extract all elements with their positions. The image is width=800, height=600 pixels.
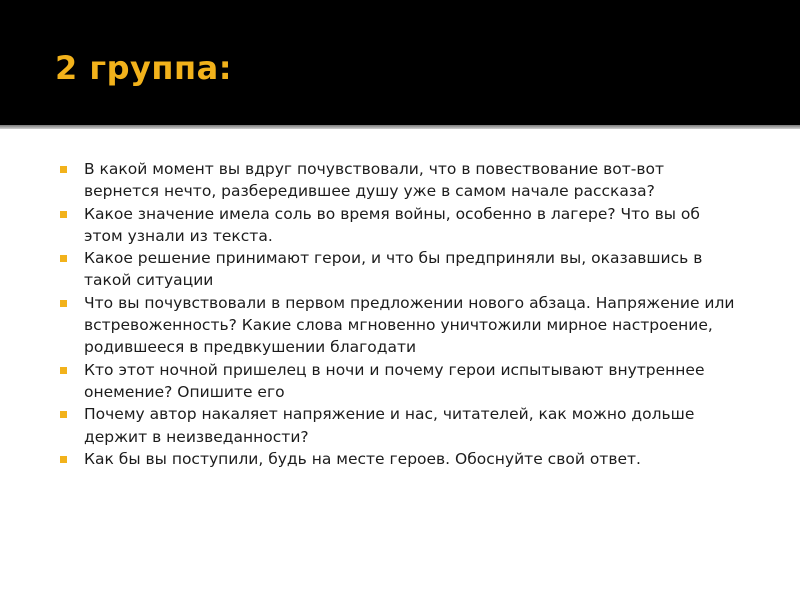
title-bar: [0, 0, 800, 125]
list-item: [60, 203, 740, 248]
square-bullet-icon: [60, 456, 67, 463]
list-item-text: Почему автор накаляет напряжение и нас, читателей, как можно дольше держит в неизведанности?: [84, 405, 695, 446]
square-bullet-icon: [60, 300, 67, 307]
list-item: [60, 158, 740, 203]
list-item-text: Кто этот ночной пришелец в ночи и почему герои испытывают внутреннее онемение? Опишите его: [84, 360, 705, 401]
list-item-text: Что вы почувствовали в первом предложении нового абзаца. Напряжение или встревоженность? Какие слова мгновенно уничтожили мирное настроение, родившееся в предвкушении благодати: [84, 293, 735, 357]
list-item-text: В какой момент вы вдруг почувствовали, что в повествование вот-вот вернется нечто, разбередившее душу уже в самом начале рассказа?: [84, 160, 665, 201]
list-item: [60, 247, 740, 292]
list-item: [60, 292, 740, 359]
list-item: [60, 448, 740, 470]
list-item-text: Какое решение принимают герои, и что бы предприняли вы, оказавшись в такой ситуации: [84, 249, 703, 290]
square-bullet-icon: [60, 411, 67, 418]
list-item: [60, 359, 740, 404]
slide-title: 2 группа:: [55, 49, 232, 87]
square-bullet-icon: [60, 211, 67, 218]
list-item-text: Какое значение имела соль во время войны, особенно в лагере? Что вы об этом узнали из текста.: [84, 204, 700, 245]
title-divider: [0, 125, 800, 129]
square-bullet-icon: [60, 166, 67, 173]
question-list: [60, 158, 740, 470]
list-item: [60, 403, 740, 448]
list-item-text: Как бы вы поступили, будь на месте героев. Обоснуйте свой ответ.: [84, 449, 641, 468]
square-bullet-icon: [60, 255, 67, 262]
square-bullet-icon: [60, 367, 67, 374]
